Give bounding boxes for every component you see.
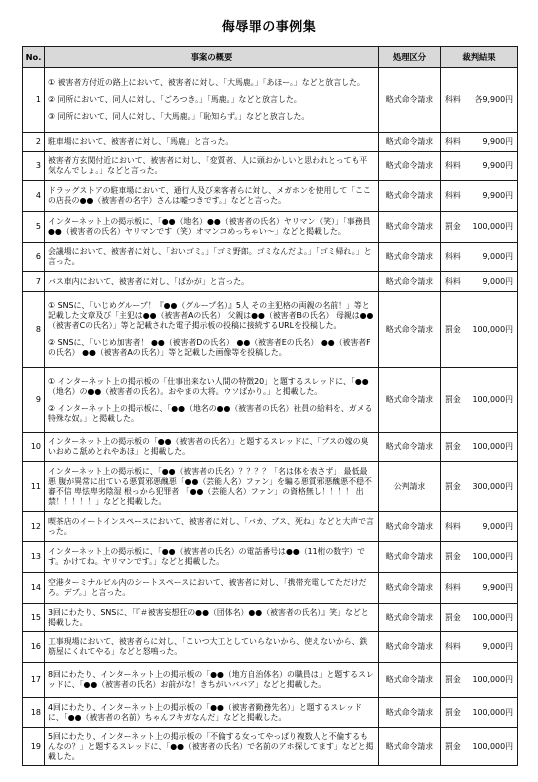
table-row [23, 462, 518, 512]
processing-category: 略式命令請求 [379, 152, 441, 181]
processing-category: 略式命令請求 [379, 542, 441, 573]
processing-category: 略式命令請求 [379, 632, 441, 663]
penalty-amount: 9,000円 [482, 642, 513, 651]
court-result [441, 728, 518, 766]
result-line [445, 95, 513, 105]
case-summary [45, 243, 379, 272]
case-summary [45, 181, 379, 212]
table-row [23, 368, 518, 433]
processing-category: 略式命令請求 [379, 698, 441, 728]
penalty-type: 罰金 [445, 442, 461, 451]
result-line [445, 742, 513, 752]
court-result [441, 632, 518, 663]
case-summary [45, 272, 379, 292]
header-no: No. [23, 47, 45, 68]
court-result [441, 68, 518, 133]
case-number: 7 [23, 272, 45, 292]
case-summary [45, 728, 379, 766]
case-number: 3 [23, 152, 45, 181]
processing-category: 略式命令請求 [379, 604, 441, 632]
penalty-type: 罰金 [445, 612, 461, 622]
case-number: 11 [23, 462, 45, 512]
case-summary [45, 632, 379, 663]
court-result [441, 243, 518, 272]
table-row [23, 272, 518, 292]
penalty-type: 科料 [445, 521, 461, 531]
penalty-amount: 300,000円 [472, 481, 513, 491]
summary-paragraph: ③ 同所において、同人に対し、「大馬鹿。」「恥知らず。」などと放言した。 [48, 112, 310, 121]
court-result [441, 512, 518, 542]
document-title: 侮辱罪の事例集 [221, 20, 317, 35]
header-result: 裁判結果 [441, 47, 518, 68]
case-summary [45, 152, 379, 181]
case-number: 6 [23, 243, 45, 272]
case-summary [45, 292, 379, 368]
case-number: 18 [23, 698, 45, 728]
table-row [23, 292, 518, 368]
penalty-amount: 9,900円 [482, 191, 513, 200]
case-summary [45, 604, 379, 632]
court-result [441, 573, 518, 604]
penalty-amount: 100,000円 [472, 552, 513, 561]
result-line [445, 222, 513, 232]
penalty-amount: 100,000円 [472, 442, 513, 451]
case-summary [45, 512, 379, 542]
table-header [23, 47, 518, 68]
case-number: 8 [23, 292, 45, 368]
penalty-amount: 9,900円 [482, 161, 513, 170]
penalty-type: 科料 [445, 191, 461, 200]
summary-paragraph: 駐車場において、被害者に対し、「馬鹿」と言った。 [48, 137, 234, 146]
result-line [445, 442, 513, 452]
penalty-amount: 100,000円 [472, 222, 513, 231]
result-line [445, 161, 513, 171]
case-rows [23, 68, 518, 766]
penalty-type: 罰金 [445, 741, 461, 751]
case-number: 9 [23, 368, 45, 433]
processing-category: 略式命令請求 [379, 212, 441, 243]
processing-category: 略式命令請求 [379, 133, 441, 152]
penalty-amount: 100,000円 [472, 324, 513, 334]
summary-paragraph: ① インターネット上の掲示板の「仕事出来ない人間の特徴20」と題するスレッドに、「●●（地名）の●●（被害者の氏名）。おやまの大将。ウソばかり。」と掲載した。 [48, 376, 369, 396]
table-row [23, 512, 518, 542]
case-summary [45, 368, 379, 433]
table-row [23, 243, 518, 272]
court-result [441, 181, 518, 212]
processing-category: 略式命令請求 [379, 292, 441, 368]
case-number: 16 [23, 632, 45, 663]
processing-category: 略式命令請求 [379, 68, 441, 133]
penalty-type: 罰金 [445, 222, 461, 231]
processing-category: 略式命令請求 [379, 728, 441, 766]
penalty-amount: 100,000円 [472, 395, 513, 404]
penalty-amount: 9,000円 [482, 276, 513, 286]
table-row [23, 181, 518, 212]
processing-category: 略式命令請求 [379, 433, 441, 462]
summary-paragraph: ドラッグストアの駐車場において、通行人及び来客者らに対し、メガホンを使用して「ここの店長の●●（被害者の名字）さんは嘘つきです。」などと言った。 [48, 186, 371, 205]
summary-paragraph: ① SNSに、「いじめグループ！『●●（グループ名）』5人 その主犯格の両親の名前！」等と記載した文章及び「主犯は●●（被害者Aの氏名） 父親は●●（被害者Bの氏名） 母親は●●（被害者Cの氏名）」等と記載された電子掲示板の投稿に接続するURLを投稿した。 [48, 301, 374, 330]
table-row [23, 212, 518, 243]
result-line [445, 137, 513, 147]
penalty-type: 罰金 [445, 324, 461, 334]
result-line [445, 583, 513, 593]
case-number: 10 [23, 433, 45, 462]
result-line [445, 252, 513, 262]
processing-category: 略式命令請求 [379, 368, 441, 433]
header-summary: 事案の概要 [45, 47, 379, 68]
summary-paragraph: インターネット上の掲示板に、「●●（被害者の氏名）？？？？「名は体を表さず」 最低最悪 腹が異常に出ている悪質邪悪醜悪「●●（芸能人名）ファン」を騙る悪質邪悪醜悪不穏不審不信 卑怯卑劣陰湿 根っから犯罪者 「●●（芸能人名）ファン」の資格無し！！！！ 出禁！！！！！」などと掲載した。 [48, 466, 372, 506]
summary-paragraph: インターネット上の掲示板に、「●●（地名）●●（被害者の氏名）ヤリマン（笑）」「事務員●●（被害者の氏名）ヤリマンです（笑）オマンコめっちゃい～」などと掲載した。 [48, 217, 371, 236]
summary-paragraph: 工事現場において、被害者らに対し、「こいつ大工としていらないから、使えないから、鉄筋屋にくれてやる」などと怒鳴った。 [48, 637, 368, 656]
case-summary [45, 68, 379, 133]
processing-category: 略式命令請求 [379, 272, 441, 292]
result-line [445, 675, 513, 685]
summary-paragraph: ② SNSに、「いじめ加害者！ ●●（被害者Dの氏名） ●●（被害者Eの氏名） ●●（被害者Fの氏名） ●●（被害者Aの氏名）」等と記載した画像等を投稿した。 [48, 338, 371, 357]
summary-paragraph: 8回にわたり、インターネット上の掲示板の「●●（地方自治体名）の職員は」と題するスレッドに、「●●（被害者の氏名）お前がな！きちがいババア」などと掲載した。 [48, 670, 374, 689]
case-summary [45, 462, 379, 512]
result-line [445, 642, 513, 652]
case-summary [45, 698, 379, 728]
penalty-type: 科料 [445, 642, 461, 651]
penalty-amount: 100,000円 [472, 707, 513, 717]
result-line [445, 325, 513, 335]
penalty-amount: 100,000円 [472, 675, 513, 684]
penalty-amount: 9,000円 [482, 521, 513, 531]
case-number: 5 [23, 212, 45, 243]
penalty-type: 罰金 [445, 707, 461, 717]
case-number: 13 [23, 542, 45, 573]
header-category: 処理区分 [379, 47, 441, 68]
summary-paragraph: 空港ターミナルビル内のシートスペースにおいて、被害者に対し、「携帯充電してただけだろ。デブ。」と言った。 [48, 578, 367, 597]
processing-category: 略式命令請求 [379, 663, 441, 698]
table-row [23, 632, 518, 663]
summary-paragraph: 会議場において、被害者に対し、「おいゴミ。」「ゴミ野郎。ゴミなんだよ。」「ゴミ帰れ。」と言った。 [48, 247, 372, 266]
summary-paragraph: インターネット上の掲示板に、「●●（被害者の氏名）の電話番号は●●（11桁の数字）です。かけてね。ヤリマンです。」などと掲載した。 [48, 547, 365, 566]
court-result [441, 133, 518, 152]
processing-category: 略式命令請求 [379, 573, 441, 604]
summary-paragraph: ② インターネット上の掲示板に、「●●（地名の●●（被害者の氏名）社員の給料を、ガメる特殊な奴。」と掲載した。 [48, 403, 373, 423]
summary-paragraph: 被害者方玄関付近において、被害者に対し、「変質者、人に頭おかしいと思われとっても平気なんでしょ。」などと言った。 [48, 156, 368, 175]
result-line [445, 482, 513, 492]
table-row [23, 604, 518, 632]
processing-category: 公判請求 [379, 462, 441, 512]
summary-paragraph: ① 被害者方付近の路上において、被害者に対し、「大馬鹿。」「あほー。」などと放言した。 [48, 78, 365, 87]
case-number: 12 [23, 512, 45, 542]
court-result [441, 698, 518, 728]
penalty-amount: 各9,900円 [474, 95, 513, 104]
summary-paragraph: インターネット上の掲示板の「●●（被害者の氏名）」と題するスレッドに、「ブスの嫁の臭いおめこ舐めとれやあほ」と掲載した。 [48, 437, 369, 456]
case-number: 15 [23, 604, 45, 632]
summary-paragraph: バス車内において、被害者に対し、「ばかが」と言った。 [48, 276, 250, 286]
result-line [445, 708, 513, 718]
header-row [23, 47, 518, 68]
table-row [23, 68, 518, 133]
result-line [445, 552, 513, 562]
table-row [23, 133, 518, 152]
penalty-type: 科料 [445, 137, 461, 146]
court-result [441, 212, 518, 243]
processing-category: 略式命令請求 [379, 512, 441, 542]
court-result [441, 292, 518, 368]
court-result [441, 663, 518, 698]
table-row [23, 663, 518, 698]
penalty-amount: 9,000円 [482, 252, 513, 261]
table-row [23, 433, 518, 462]
table-row [23, 152, 518, 181]
table-row [23, 698, 518, 728]
penalty-amount: 100,000円 [472, 741, 513, 751]
case-number: 2 [23, 133, 45, 152]
result-line [445, 613, 513, 623]
court-result [441, 368, 518, 433]
case-number: 17 [23, 663, 45, 698]
penalty-type: 科料 [445, 276, 461, 286]
summary-paragraph: 3回にわたり、SNSに、「『＃被害妄想狂の●●（団体名）●●（被害者の氏名）』笑」などと掲載した。 [48, 607, 369, 627]
summary-paragraph: 5回にわたり、インターネット上の掲示板の「不倫する女ってやっぱり複数人と不倫するもんなの？」と題するスレッドに、「●●（被害者の氏名）で名前のアホ探してます」などと掲載した。 [48, 731, 374, 761]
penalty-type: 罰金 [445, 395, 461, 404]
case-table [22, 46, 518, 766]
penalty-type: 科料 [445, 95, 461, 104]
case-summary [45, 663, 379, 698]
summary-paragraph: 喫茶店のイートインスペースにおいて、被害者に対し、「バカ、ブス、死ね」などと大声で言った。 [48, 516, 374, 536]
case-summary [45, 212, 379, 243]
summary-paragraph: ② 同所において、同人に対し、「ごろつき。」「馬鹿。」などと放言した。 [48, 95, 302, 104]
court-result [441, 272, 518, 292]
court-result [441, 433, 518, 462]
court-result [441, 462, 518, 512]
case-number: 1 [23, 68, 45, 133]
penalty-type: 罰金 [445, 552, 461, 561]
result-line [445, 277, 513, 287]
case-summary [45, 133, 379, 152]
case-summary [45, 433, 379, 462]
result-line [445, 191, 513, 201]
table-row [23, 542, 518, 573]
court-result [441, 542, 518, 573]
case-summary [45, 542, 379, 573]
penalty-amount: 9,900円 [482, 137, 513, 146]
processing-category: 略式命令請求 [379, 181, 441, 212]
result-line [445, 522, 513, 532]
case-number: 4 [23, 181, 45, 212]
penalty-type: 罰金 [445, 675, 461, 684]
penalty-type: 罰金 [445, 481, 461, 491]
court-result [441, 604, 518, 632]
case-number: 19 [23, 728, 45, 766]
court-result [441, 152, 518, 181]
penalty-amount: 100,000円 [472, 612, 513, 622]
penalty-type: 科料 [445, 161, 461, 170]
processing-category: 略式命令請求 [379, 243, 441, 272]
result-line [445, 395, 513, 405]
penalty-amount: 9,900円 [482, 583, 513, 592]
summary-paragraph: 4回にわたり、インターネット上の掲示板の「●●（被害者勤務先名）」と題するスレッドに、「●●（被害者の名前）ちゃんフキガなんだ」などと掲載した。 [48, 702, 362, 722]
table-row [23, 728, 518, 766]
case-summary [45, 573, 379, 604]
penalty-type: 科料 [445, 252, 461, 261]
penalty-type: 科料 [445, 583, 461, 592]
table-row [23, 573, 518, 604]
case-number: 14 [23, 573, 45, 604]
